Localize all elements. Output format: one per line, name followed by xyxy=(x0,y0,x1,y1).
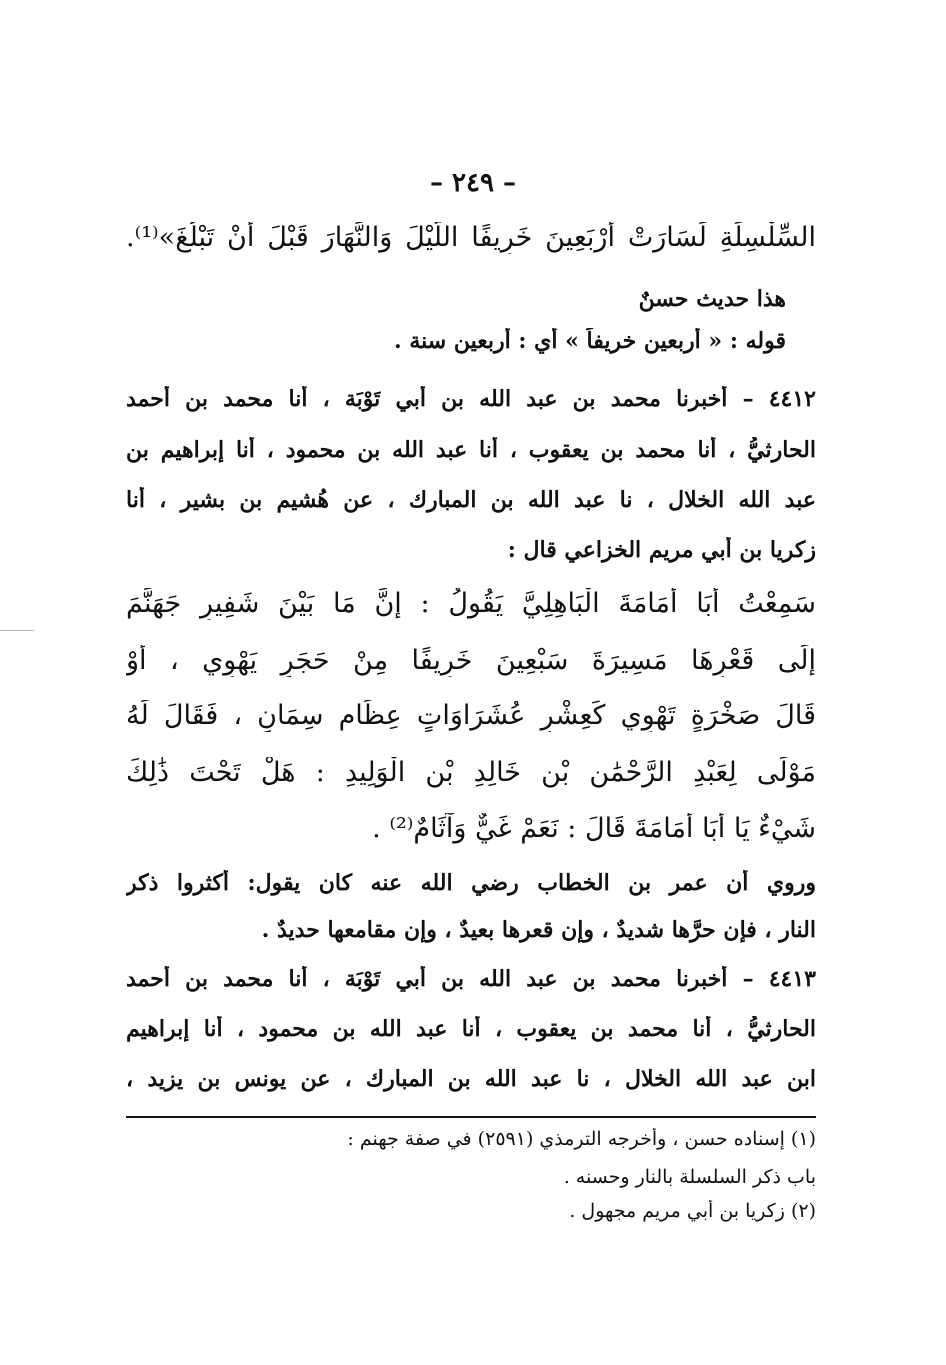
text-line: النار ، فإن حرَّها شديدٌ ، وإن قعرها بعيدٌ ، وإن مقامعها حديدٌ . xyxy=(261,917,816,943)
text-line: إِلَى قَعْرِهَا مَسِيرَةَ سَبْعِينَ خَرِيفًا مِنْ حَجَرٍ يَهْوِي ، أَوْ xyxy=(126,645,816,676)
hadith-number-4413: ٤٤١٣ – أخبرنا محمد بن عبد الله بن أبي تَوْبَة ، أنا محمد بن أحمد xyxy=(126,966,816,992)
page-number: – ٢٤٩ – xyxy=(429,168,517,198)
text-line: زكريا بن أبي مريم الخزاعي قال : xyxy=(507,537,816,563)
text-line: قَالَ صَخْرَةٍ تَهْوِي كَعِشْرِ عُشَرَاوَاتٍ عِظَامٍ سِمَانٍ ، فَقَالَ لَهُ xyxy=(126,700,816,731)
text-line: وروي أن عمر بن الخطاب رضي الله عنه كان يقول: أكثروا ذكر xyxy=(126,870,816,896)
footnote-2: (٢) زكريا بن أبي مريم مجهول . xyxy=(569,1200,816,1222)
margin-mark xyxy=(0,630,34,631)
footnote-1: (١) إسناده حسن ، وأخرجه الترمذي (٢٥٩١) في صفة جهنم : xyxy=(347,1128,816,1150)
text-line: شَيْءٌ يَا أَبَا أُمَامَةَ قَالَ : نَعَمْ غَيٌّ وَآثَامٌ⁽²⁾ . xyxy=(372,813,816,844)
text-line: مَوْلًى لِعَبْدِ الرَّحْمَٰنِ بْنِ خَالِدِ بْنِ الْوَلِيدِ : هَلْ تَحْتَ ذَٰلِكَ xyxy=(126,757,816,788)
footnote-1-continuation: باب ذكر السلسلة بالنار وحسنه . xyxy=(563,1166,816,1188)
text-line: السِّلْسِلَةِ لَسَارَتْ أَرْبَعِينَ خَرِيفًا اللَّيْلَ وَالنَّهَارَ قَبْلَ أَنْ تَبْلُغَ»⁽¹⁾. xyxy=(126,222,816,253)
text-line: هذا حديث حسنٌ xyxy=(638,286,786,312)
text-line: قوله : « أربعين خريفاً » أي : أربعين سنة . xyxy=(394,328,786,354)
hadith-number-4412: ٤٤١٢ – أخبرنا محمد بن عبد الله بن أبي تَوْبَة ، أنا محمد بن أحمد xyxy=(126,386,816,412)
text-line: عبد الله الخلال ، نا عبد الله بن المبارك ، عن هُشيم بن بشير ، أنا xyxy=(126,487,816,513)
text-line: الحارثيُّ ، أنا محمد بن يعقوب ، أنا عبد الله بن محمود ، أنا إبراهيم xyxy=(126,1016,816,1042)
text-line: ابن عبد الله الخلال ، نا عبد الله بن المبارك ، عن يونس بن يزيد ، xyxy=(126,1066,816,1092)
text-line: الحارثيُّ ، أنا محمد بن يعقوب ، أنا عبد الله بن محمود ، أنا إبراهيم بن xyxy=(126,437,816,463)
text-line: سَمِعْتُ أَبَا أُمَامَةَ الْبَاهِلِيَّ يَقُولُ : إِنَّ مَا بَيْنَ شَفِيرِ جَهَنَّمَ xyxy=(126,588,816,619)
footnote-separator xyxy=(126,1116,816,1118)
